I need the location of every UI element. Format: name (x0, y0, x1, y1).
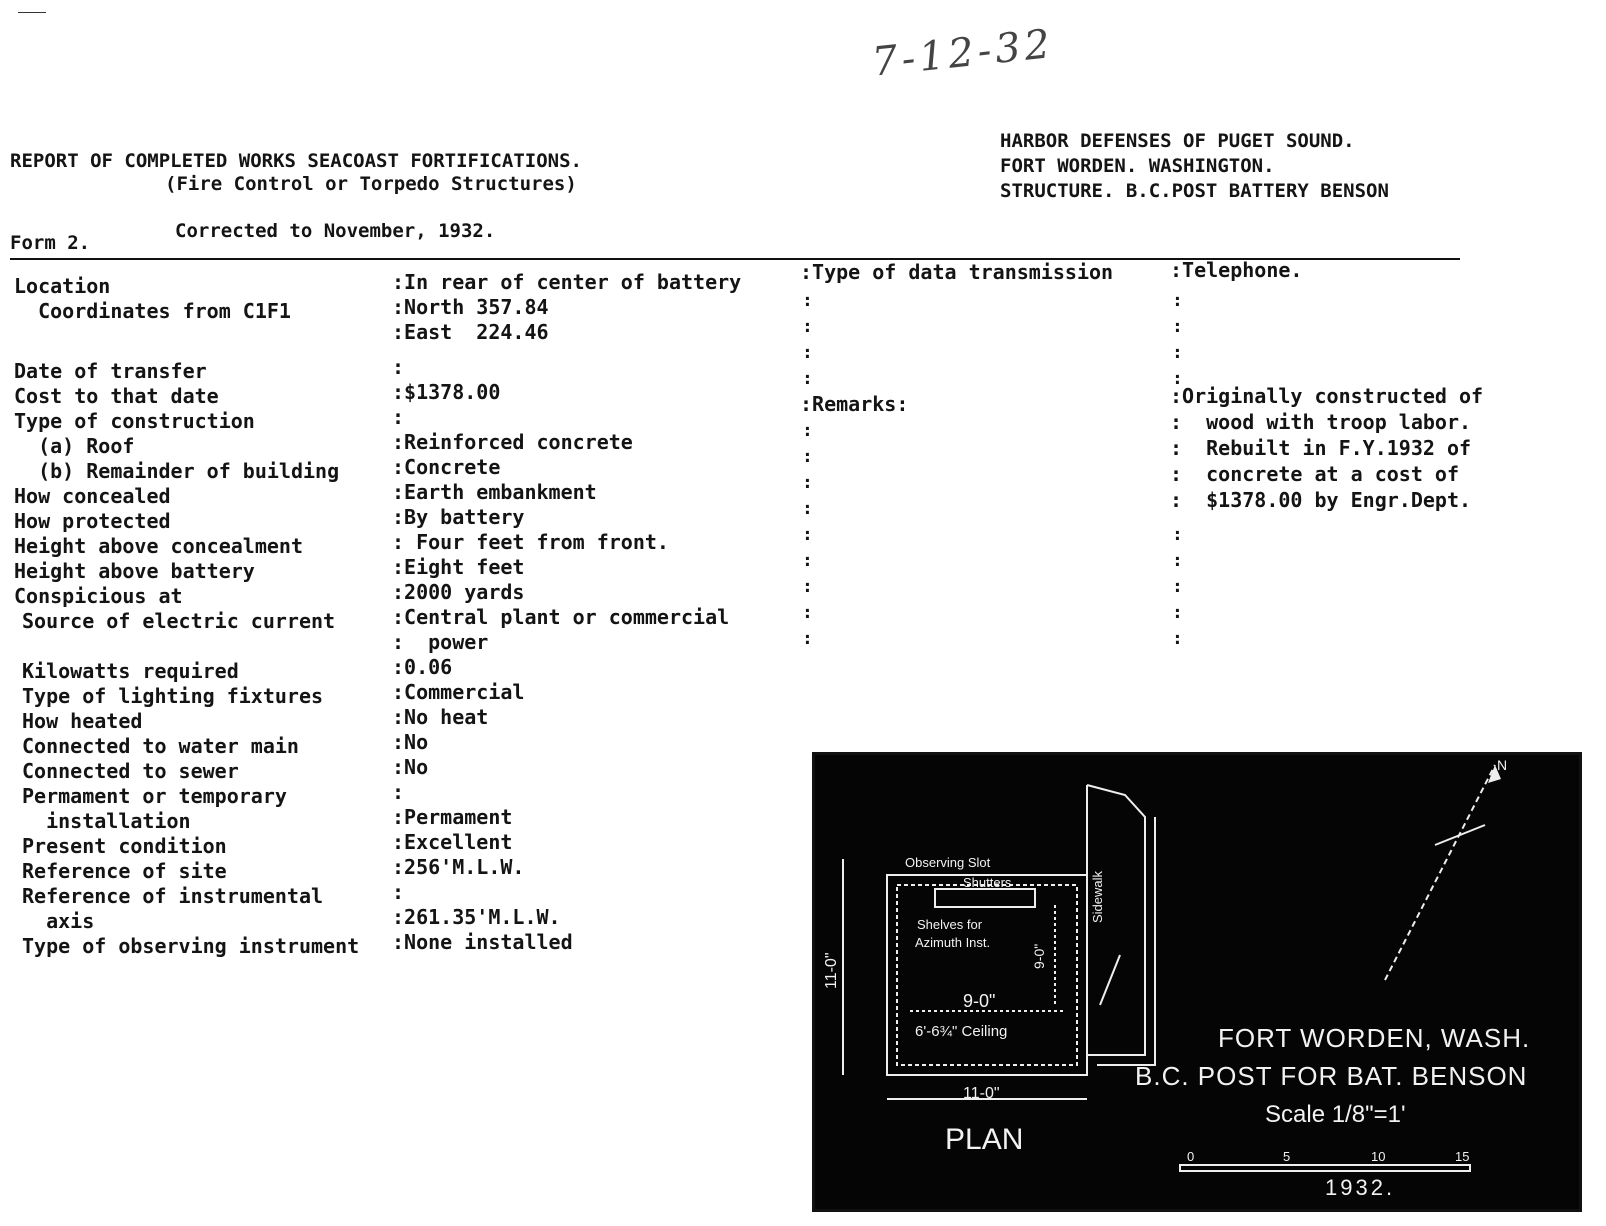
field-value-text: None installed (404, 930, 573, 954)
colon-mark: : (392, 295, 405, 319)
colon-mark: : (1172, 602, 1183, 623)
field-value-text: 261.35'M.L.W. (404, 905, 561, 929)
inner-height-dimension: 9-0" (1031, 943, 1047, 969)
remarks-line-text: Originally constructed of (1182, 384, 1484, 408)
colon-mark: : (802, 420, 813, 441)
colon-mark: : (1170, 258, 1183, 282)
field-value-text: Four feet from front. (404, 530, 669, 554)
colon-mark: : (1170, 436, 1183, 460)
colon-mark: : (392, 430, 405, 454)
scale-tick-15: 15 (1455, 1149, 1470, 1164)
field-value-text: Permament (404, 805, 513, 829)
field-value-text: Central plant or commercial (404, 605, 730, 629)
field-value (392, 830, 512, 854)
field-label: Source of electric current (22, 609, 336, 633)
field-value-text: Excellent (404, 830, 513, 854)
field-value-text: $1378.00 (404, 380, 501, 404)
colon-mark: : (392, 630, 405, 654)
field-value (392, 880, 404, 904)
bottom-dimension: 11-0" (963, 1085, 1000, 1102)
field-label: Type of lighting fixtures (22, 684, 324, 708)
colon-mark: : (1170, 410, 1183, 434)
field-label: How protected (14, 509, 171, 533)
field-value (392, 405, 404, 429)
colon-mark: : (392, 580, 405, 604)
field-value-text: power (404, 630, 489, 654)
colon-mark: : (392, 530, 405, 554)
field-value-text: No heat (404, 705, 489, 729)
colon-mark: : (802, 498, 813, 519)
report-title: REPORT OF COMPLETED WORKS SEACOAST FORTIFICATIONS. (10, 150, 582, 172)
colon-mark: : (1170, 462, 1183, 486)
colon-mark: : (802, 290, 813, 311)
field-value-text: 256'M.L.W. (404, 855, 525, 879)
colon-mark: : (392, 805, 405, 829)
field-value (392, 455, 500, 479)
colon-mark: : (392, 405, 405, 429)
corner-mark (18, 12, 46, 13)
field-value (392, 655, 452, 679)
field-label: Kilowatts required (22, 659, 239, 683)
field-label: (b) Remainder of building (14, 459, 340, 483)
field-label: Connected to water main (22, 734, 299, 758)
field-label: Height above concealment (14, 534, 303, 558)
outer-wall (887, 875, 1087, 1075)
colon-mark: : (392, 680, 405, 704)
colon-mark: : (1172, 576, 1183, 597)
scale-caption: Scale 1/8"=1' (1265, 1101, 1406, 1128)
field-value (392, 705, 488, 729)
ceiling-label: 6'-6¾" Ceiling (915, 1023, 1008, 1040)
remarks-line (1170, 488, 1471, 512)
field-value-text: Concrete (404, 455, 501, 479)
field-value-text: By battery (404, 505, 525, 529)
field-value (392, 680, 524, 704)
field-label: axis (22, 909, 95, 933)
shutters-box (935, 889, 1035, 907)
colon-mark: : (1172, 290, 1183, 311)
remarks-line-text: concrete at a cost of (1182, 462, 1459, 486)
colon-mark: : (800, 260, 813, 284)
colon-mark: : (392, 270, 405, 294)
field-value (392, 855, 524, 879)
field-label: How concealed (14, 484, 171, 508)
field-value-text: Eight feet (404, 555, 525, 579)
field-value (392, 505, 524, 529)
field-label: Conspicious at (14, 584, 183, 608)
plan-title: PLAN (945, 1123, 1024, 1156)
field-label: How heated (22, 709, 143, 733)
field-value (392, 580, 524, 604)
observing-slot-label: Observing Slot (905, 855, 991, 870)
azimuth-label: Azimuth Inst. (915, 935, 991, 950)
colon-mark: : (802, 602, 813, 623)
field-label: Permament or temporary (22, 784, 287, 808)
remarks-line-text: $1378.00 by Engr.Dept. (1182, 488, 1472, 512)
colon-mark: : (802, 576, 813, 597)
remarks-label: :Remarks: (800, 392, 909, 416)
north-arrow-line (1385, 765, 1495, 980)
field-label: Reference of instrumental (22, 884, 324, 908)
field-label: Location (14, 274, 111, 298)
colon-mark: : (802, 342, 813, 363)
field-value (392, 270, 741, 294)
colon-mark: : (392, 930, 405, 954)
corrected-date: Corrected to November, 1932. (175, 220, 496, 242)
colon-mark: : (392, 855, 405, 879)
caption-fort: FORT WORDEN, WASH. (1218, 1023, 1531, 1053)
field-value (392, 780, 404, 804)
plan-year: 1932. (1325, 1175, 1396, 1200)
field-value-text: East 224.46 (404, 320, 549, 344)
field-label: Type of construction (14, 409, 255, 433)
handwritten-date: 7-12-32 (870, 20, 1057, 86)
structure-line: STRUCTURE. B.C.POST BATTERY BENSON (1000, 180, 1389, 202)
field-label: Height above battery (14, 559, 255, 583)
field-label: Connected to sewer (22, 759, 239, 783)
leader-line (1100, 955, 1120, 1005)
field-value (392, 755, 428, 779)
colon-mark: : (1172, 550, 1183, 571)
report-subtitle: (Fire Control or Torpedo Structures) (165, 173, 577, 195)
remarks-line-text: Rebuilt in F.Y.1932 of (1182, 436, 1472, 460)
field-value (392, 355, 404, 379)
field-value (392, 605, 729, 629)
field-value-text: Earth embankment (404, 480, 597, 504)
field-value-text: Reinforced concrete (404, 430, 633, 454)
left-dimension: 11-0" (823, 952, 840, 989)
data-transmission-value: :Telephone. (1170, 258, 1303, 282)
remarks-line (1170, 384, 1483, 408)
field-value-text: 0.06 (404, 655, 453, 679)
colon-mark: : (802, 446, 813, 467)
colon-mark: : (392, 705, 405, 729)
caption-post: B.C. POST FOR BAT. BENSON (1135, 1061, 1528, 1091)
colon-mark: : (802, 472, 813, 493)
field-value (392, 480, 597, 504)
field-label: installation (22, 809, 191, 833)
scale-tick-5: 5 (1283, 1149, 1291, 1164)
colon-mark: : (392, 505, 405, 529)
colon-mark: : (392, 320, 405, 344)
field-value (392, 430, 633, 454)
field-label: (a) Roof (14, 434, 135, 458)
field-label: Present condition (22, 834, 227, 858)
field-value-text: North 357.84 (404, 295, 549, 319)
colon-mark: : (802, 550, 813, 571)
field-value-text: Commercial (404, 680, 525, 704)
colon-mark: : (802, 524, 813, 545)
form-number: Form 2. (10, 232, 91, 254)
colon-mark: : (392, 730, 405, 754)
field-value (392, 930, 573, 954)
north-arrow-cross (1435, 825, 1485, 845)
colon-mark: : (392, 555, 405, 579)
colon-mark: : (392, 655, 405, 679)
colon-mark: : (392, 480, 405, 504)
colon-mark: : (392, 380, 405, 404)
colon-mark: : (392, 605, 405, 629)
colon-mark: : (392, 880, 405, 904)
colon-mark: : (392, 355, 405, 379)
shelves-label: Shelves for (917, 917, 983, 932)
colon-mark: : (392, 830, 405, 854)
colon-mark: : (1172, 628, 1183, 649)
inner-width-dimension: 9-0" (963, 991, 996, 1011)
field-value-text: No (404, 730, 429, 754)
field-label: Coordinates from C1F1 (14, 299, 291, 323)
field-value (392, 380, 500, 404)
field-label: Date of transfer (14, 359, 207, 383)
field-value (392, 905, 561, 929)
north-label: N (1497, 757, 1508, 773)
scale-tick-0: 0 (1187, 1149, 1195, 1164)
field-label: Reference of site (22, 859, 227, 883)
colon-mark: : (1172, 368, 1183, 389)
plan-svg (815, 755, 1579, 1209)
colon-mark: : (800, 392, 813, 416)
field-value-text: 2000 yards (404, 580, 525, 604)
field-value (392, 295, 549, 319)
scale-bar (1180, 1165, 1470, 1171)
field-label: Cost to that date (14, 384, 219, 408)
colon-mark: : (802, 368, 813, 389)
colon-mark: : (392, 905, 405, 929)
plan-drawing (812, 752, 1582, 1212)
field-value-text: In rear of center of battery (404, 270, 742, 294)
remarks-line (1170, 436, 1471, 460)
field-value (392, 555, 524, 579)
sidewalk-edge (1097, 817, 1155, 1065)
field-value (392, 320, 549, 344)
harbor-defenses-line: HARBOR DEFENSES OF PUGET SOUND. (1000, 130, 1355, 152)
colon-mark: : (1170, 488, 1183, 512)
field-value (392, 630, 488, 654)
sidewalk-label: Sidewalk (1090, 870, 1105, 923)
remarks-line-text: wood with troop labor. (1182, 410, 1472, 434)
field-value (392, 530, 669, 554)
data-transmission-label: :Type of data transmission (800, 260, 1114, 284)
remarks-line (1170, 410, 1471, 434)
colon-mark: : (392, 455, 405, 479)
colon-mark: : (1172, 316, 1183, 337)
colon-mark: : (1172, 342, 1183, 363)
colon-mark: : (1172, 524, 1183, 545)
colon-mark: : (392, 755, 405, 779)
field-value (392, 730, 428, 754)
field-value-text: No (404, 755, 429, 779)
colon-mark: : (1170, 384, 1183, 408)
field-label: Type of observing instrument (22, 934, 360, 958)
colon-mark: : (802, 316, 813, 337)
remarks-line (1170, 462, 1459, 486)
scale-tick-10: 10 (1371, 1149, 1386, 1164)
colon-mark: : (802, 628, 813, 649)
shutters-label: Shutters (963, 875, 1012, 890)
colon-mark: : (392, 780, 405, 804)
field-value (392, 805, 512, 829)
fort-line: FORT WORDEN. WASHINGTON. (1000, 155, 1275, 177)
